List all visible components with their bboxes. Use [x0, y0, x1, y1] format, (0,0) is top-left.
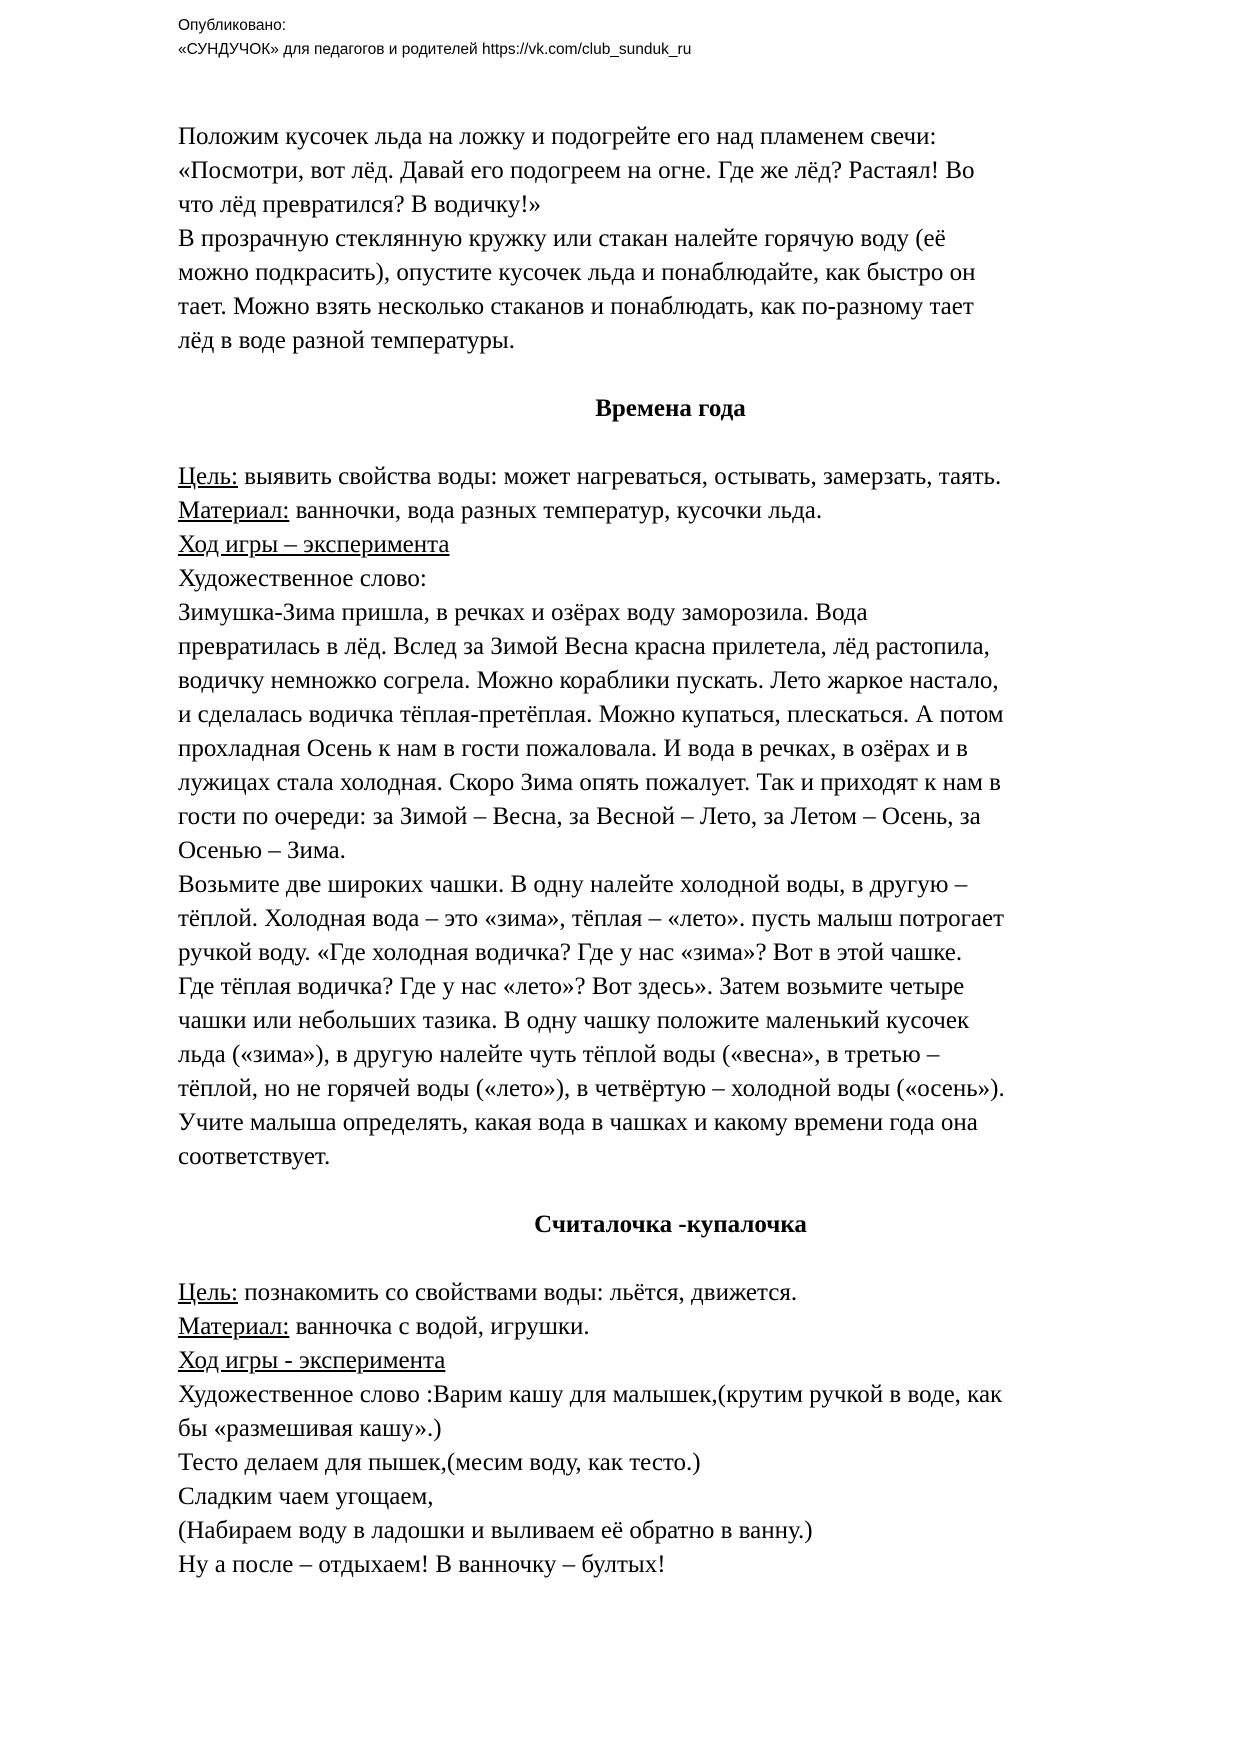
- section-counting-rhyme: [178, 1276, 1163, 1582]
- goal-label: Цель:: [178, 463, 238, 490]
- text-line: Положим кусочек льда на ложку и подогрейте его над пламенем свечи:: [178, 123, 937, 150]
- goal-text: выявить свойства воды: может нагреваться, остывать, замерзать, таять.: [237, 463, 1002, 490]
- text-line: В прозрачную стеклянную кружку или стакан налейте горячую воду (её: [178, 225, 946, 252]
- material-line: [178, 1310, 1163, 1344]
- text-line: тёплой, но не горячей воды («лето»), в четвёртую – холодной воды («осень»).: [178, 1075, 1005, 1102]
- text-line: превратилась в лёд. Вслед за Зимой Весна красна прилетела, лёд растопила,: [178, 633, 990, 660]
- text-line: Сладким чаем угощаем,: [178, 1483, 434, 1510]
- material-label: Материал:: [178, 497, 290, 524]
- document-body: [178, 120, 1163, 1582]
- text-line: Возьмите две широких чашки. В одну налейте холодной воды, в другую –: [178, 871, 968, 898]
- text-line: Осенью – Зима.: [178, 837, 346, 864]
- process-line: [178, 1344, 1163, 1378]
- text-line: ручкой воду. «Где холодная водичка? Где у нас «зима»? Вот в этой чашке.: [178, 939, 963, 966]
- goal-label: Цель:: [178, 1279, 238, 1306]
- text-line: льда («зима»), в другую налейте чуть тёплой воды («весна», в третью –: [178, 1041, 940, 1068]
- intro-paragraph: [178, 120, 1163, 358]
- goal-line: [178, 460, 1163, 494]
- text-line: гости по очереди: за Зимой – Весна, за Весной – Лето, за Летом – Осень, за: [178, 803, 981, 830]
- text-line: Где тёплая водичка? Где у нас «лето»? Вот здесь». Затем возьмите четыре: [178, 973, 965, 1000]
- text-line: «Посмотри, вот лёд. Давай его подогреем на огне. Где же лёд? Растаял! Во: [178, 157, 975, 184]
- text-line: тает. Можно взять несколько стаканов и понаблюдать, как по-разному тает: [178, 293, 974, 320]
- material-text: ванночка с водой, игрушки.: [289, 1313, 590, 1340]
- text-line: бы «размешивая кашу».): [178, 1415, 442, 1442]
- text-line: Учите малыша определять, какая вода в чашках и какому времени года она: [178, 1109, 978, 1136]
- text-line: что лёд превратился? В водичку!»: [178, 191, 542, 218]
- text-line: Художественное слово :Варим кашу для малышек,(крутим ручкой в воде, как: [178, 1381, 1003, 1408]
- process-label: Ход игры - эксперимента: [178, 1347, 446, 1374]
- publication-header: [178, 14, 691, 62]
- text-line: чашки или небольших тазика. В одну чашку положите маленький кусочек: [178, 1007, 970, 1034]
- material-text: ванночки, вода разных температур, кусочки льда.: [289, 497, 823, 524]
- text-line: лёд в воде разной температуры.: [178, 327, 515, 354]
- text-line: Зимушка-Зима пришла, в речках и озёрах воду заморозила. Вода: [178, 599, 868, 626]
- text-line: соответствует.: [178, 1143, 331, 1170]
- process-label: Ход игры – эксперимента: [178, 531, 450, 558]
- header-published-label: Опубликовано:: [178, 17, 287, 34]
- text-line: (Набираем воду в ладошки и выливаем её обратно в ванну.): [178, 1517, 813, 1544]
- process-line: [178, 528, 1163, 562]
- section-title-seasons: Времена года: [595, 395, 746, 422]
- text-line: можно подкрасить), опустите кусочек льда и понаблюдайте, как быстро он: [178, 259, 976, 286]
- text-line: Художественное слово:: [178, 565, 427, 592]
- text-line: тёплой. Холодная вода – это «зима», тёплая – «лето». пусть малыш потрогает: [178, 905, 1004, 932]
- text-line: Тесто делаем для пышек,(месим воду, как тесто.): [178, 1449, 701, 1476]
- material-label: Материал:: [178, 1313, 290, 1340]
- goal-text: познакомить со свойствами воды: льётся, движется.: [237, 1279, 798, 1306]
- text-line: прохладная Осень к нам в гости пожаловала. И вода в речках, в озёрах и в: [178, 735, 968, 762]
- header-source-line: «СУНДУЧОК» для педагогов и родителей https://vk.com/club_sunduk_ru: [178, 41, 692, 58]
- text-line: Ну а после – отдыхаем! В ванночку – бултых!: [178, 1551, 666, 1578]
- material-line: [178, 494, 1163, 528]
- text-line: и сделалась водичка тёплая-претёплая. Можно купаться, плескаться. А потом: [178, 701, 1004, 728]
- section-seasons: [178, 460, 1163, 1174]
- section-title-counting-rhyme: Считалочка -купалочка: [534, 1211, 807, 1238]
- text-line: лужицах стала холодная. Скоро Зима опять пожалует. Так и приходят к нам в: [178, 769, 1001, 796]
- text-line: водичку немножко согрела. Можно кораблики пускать. Лето жаркое настало,: [178, 667, 999, 694]
- goal-line: [178, 1276, 1163, 1310]
